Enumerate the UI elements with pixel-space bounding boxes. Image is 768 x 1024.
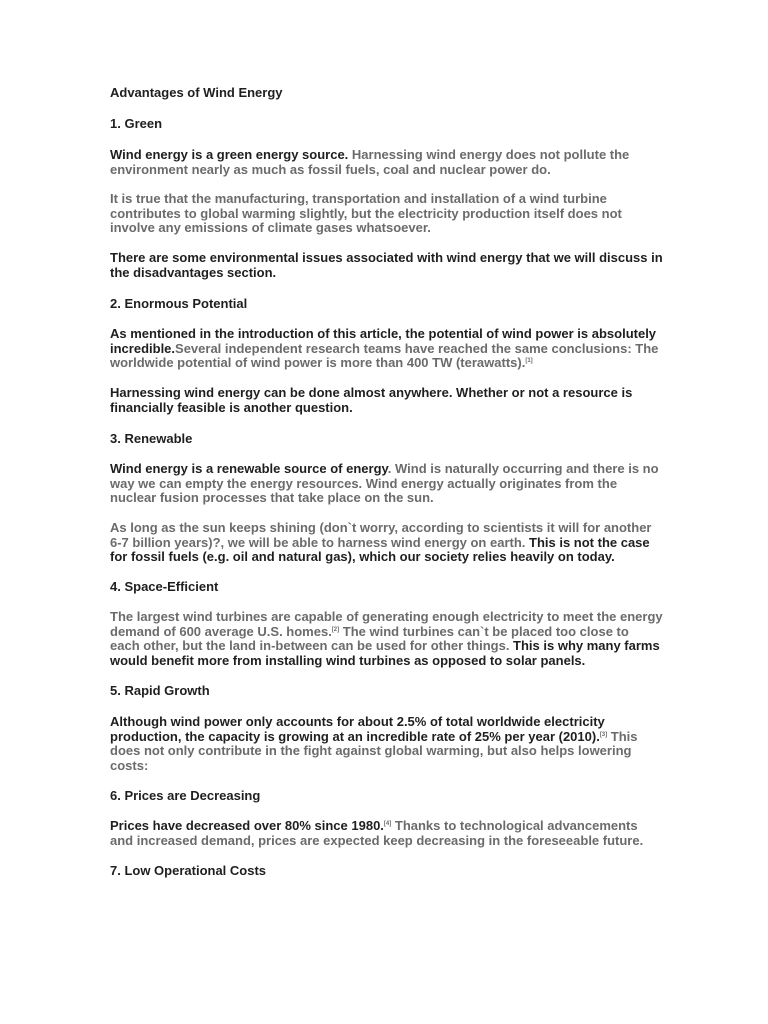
text-line — [110, 625, 662, 640]
text-line — [110, 432, 662, 447]
text-run: does not only contribute in the fight against global warming, but also helps lowering — [110, 743, 632, 758]
text-run: The wind turbines can`t be placed too close to — [339, 623, 629, 639]
space-paragraph-1 — [110, 610, 662, 668]
text-line — [110, 207, 662, 222]
text-line — [110, 221, 662, 236]
renewable-heading — [110, 432, 662, 447]
text-run: This is why many farms — [513, 638, 660, 653]
text-run: production, the capacity is growing at an incredible rate of 25% per year (2010). — [110, 728, 600, 744]
text-line — [110, 536, 662, 551]
text-run: . Wind is naturally occurring and there is no — [387, 461, 659, 476]
green-paragraph-3 — [110, 251, 662, 280]
text-run: As mentioned in the introduction of this article, the potential of wind power is absolutely — [110, 326, 657, 341]
text-line — [110, 819, 662, 834]
text-line — [110, 715, 662, 730]
text-run: way we can empty the energy resources. Wind energy actually originates from the — [110, 475, 618, 491]
text-line — [110, 356, 662, 371]
text-run: Thanks to technological advancements — [391, 818, 638, 833]
growth-heading — [110, 684, 662, 699]
text-run: financially feasible is another question. — [110, 399, 353, 415]
text-run: and increased demand, prices are expected keep decreasing in the foreseeable future. — [110, 832, 644, 848]
text-run: Harnessing wind energy does not pollute the — [351, 147, 630, 162]
text-run: 5. Rapid Growth — [110, 683, 210, 698]
text-line — [110, 744, 662, 759]
growth-paragraph-1 — [110, 715, 662, 773]
text-line — [110, 462, 662, 477]
text-run: involve any emissions of climate gases whatsoever. — [110, 220, 431, 235]
text-line — [110, 297, 662, 312]
text-run: 1. Green — [110, 116, 163, 131]
potential-paragraph-1 — [110, 327, 662, 371]
text-run: environment nearly as much as fossil fuels, coal and nuclear power do. — [110, 161, 551, 177]
text-run: for fossil fuels (e.g. oil and natural gas), which our society relies heavily on today. — [110, 549, 615, 564]
text-line — [110, 864, 662, 879]
footnote-ref[interactable]: [3] — [599, 731, 608, 738]
text-line — [110, 684, 662, 699]
text-line — [110, 327, 662, 342]
text-line — [110, 401, 662, 416]
text-line — [110, 386, 662, 401]
text-run: incredible. — [110, 340, 176, 356]
text-line — [110, 550, 662, 565]
space-heading — [110, 580, 662, 595]
text-run: would benefit more from installing wind turbines as opposed to solar panels. — [110, 652, 586, 668]
text-line — [110, 117, 662, 132]
text-run: worldwide potential of wind power is more than 400 TW (terawatts). — [110, 355, 526, 370]
text-line — [110, 477, 662, 492]
footnote-ref[interactable]: [2] — [331, 626, 340, 633]
potential-paragraph-2 — [110, 386, 662, 415]
text-line — [110, 834, 662, 849]
text-line — [110, 639, 662, 654]
green-paragraph-1 — [110, 148, 662, 177]
footnote-ref[interactable]: [4] — [383, 821, 392, 827]
text-run: There are some environmental issues associated with wind energy that we will discuss in — [110, 250, 663, 265]
text-run: Wind energy is a renewable source of energy — [110, 461, 388, 476]
text-line — [110, 342, 662, 357]
text-run: This — [607, 728, 638, 744]
document-title-text: Advantages of Wind Energy — [110, 85, 283, 100]
text-run: 7. Low Operational Costs — [110, 863, 267, 878]
text-run: nuclear fusion processes that take place on the sun. — [110, 490, 434, 505]
text-line — [110, 580, 662, 595]
text-run: Although wind power only accounts for about 2.5% of total worldwide electricity — [110, 714, 605, 729]
text-run: 2. Enormous Potential — [110, 296, 248, 311]
text-line — [110, 610, 662, 625]
text-line — [110, 192, 662, 207]
green-paragraph-2 — [110, 192, 662, 236]
text-line — [110, 163, 662, 178]
text-run: demand of 600 average U.S. homes. — [110, 623, 332, 639]
text-run: contributes to global warming slightly, but the electricity production itself does not — [110, 205, 622, 221]
text-line — [110, 521, 662, 536]
prices-heading — [110, 789, 662, 804]
text-run: Prices have decreased over 80% since 1980. — [110, 818, 384, 833]
text-run: 3. Renewable — [110, 431, 193, 446]
text-run: the disadvantages section. — [110, 264, 277, 280]
text-line — [110, 759, 662, 774]
text-run: Wind energy is a green energy source. — [110, 147, 352, 162]
document-title — [110, 86, 662, 101]
text-run: The largest wind turbines are capable of generating enough electricity to meet the energy — [110, 609, 663, 624]
text-run: each other, but the land in-between can be used for other things. — [110, 638, 514, 653]
text-line — [110, 730, 662, 745]
text-line — [110, 148, 662, 163]
potential-heading — [110, 297, 662, 312]
text-run: Harnessing wind energy can be done almost anywhere. Whether or not a resource is — [110, 385, 633, 400]
text-line — [110, 654, 662, 669]
text-line — [110, 266, 662, 281]
text-run: 4. Space-Efficient — [110, 579, 219, 594]
text-run: This is not the case — [529, 534, 650, 550]
text-line — [110, 789, 662, 804]
text-run: 6. Prices are Decreasing — [110, 788, 261, 803]
text-line — [110, 491, 662, 506]
green-heading — [110, 117, 662, 132]
renewable-paragraph-2 — [110, 521, 662, 565]
text-run: As long as the sun keeps shining (don`t worry, according to scientists it will for another — [110, 520, 652, 535]
text-run: costs: — [110, 757, 149, 773]
renewable-paragraph-1 — [110, 462, 662, 506]
text-run: Several independent research teams have reached the same conclusions: The — [175, 340, 659, 356]
footnote-ref[interactable]: [1] — [525, 358, 533, 364]
prices-paragraph-1 — [110, 819, 662, 848]
text-run: It is true that the manufacturing, transportation and installation of a wind turbine — [110, 191, 607, 206]
text-line — [110, 251, 662, 266]
text-run: 6-7 billion years)?, we will be able to harness wind energy on earth. — [110, 534, 529, 550]
operational-heading — [110, 864, 662, 879]
